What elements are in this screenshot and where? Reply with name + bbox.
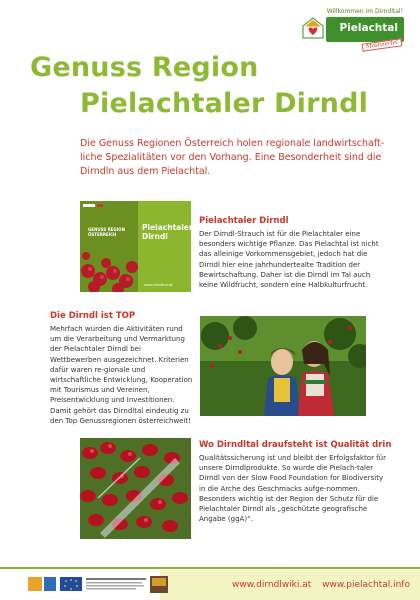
pielachtal-logo[interactable] [302, 17, 404, 51]
intro-paragraph: Die Genuss Regionen Österreich holen regionale landwirtschaft-liche Spezialitäten vor den Vorhang. Eine Besonderheit sind die Dirndln aus dem Pielachtal. [80, 138, 385, 177]
page-title-line-1: Genuss Region [30, 52, 259, 83]
page-title-line-2: Pielachtaler Dirndl [80, 88, 369, 119]
women-in-dirndl-photo [200, 316, 366, 416]
section-body-top: Mehrfach wurden die Aktivitäten rund um die Verarbeitung und Vermarktung der Pielachtaler Dirndl bei Wettbewerben ausgezeichnet. Kriterien dafür waren re-gionale und wirtschaftliche Entwicklung, Kooperation mit Tourismus und Vereinen, Preisentwicklung und Investitionen. Damit gehört das Dirndltal eindeutig zu den Top Genussregionen österreichweit! [50, 325, 193, 425]
section-heading-top: Die Dirndl ist TOP [50, 311, 136, 321]
dirndl-berries-photo [80, 438, 191, 539]
section-heading-quality: Wo Dirndltal draufsteht ist Qualität drin [199, 440, 392, 450]
logo-name: Pielachtal [339, 22, 398, 34]
poster-label-top: GENUSS REGION ÖSTERREICH [88, 227, 125, 237]
section-heading-dirndl: Pielachtaler Dirndl [199, 216, 289, 226]
footer-divider [0, 567, 420, 569]
logo-subtitle: Mostviertel [362, 38, 403, 51]
section-body-quality: Qualitätssicherung ist und bleibt der Erfolgsfaktor für unsere Dirndlprodukte. So wurde die Pielach-taler Dirndl von der Slow Food Foundation for Biodiversity in die Arche des Geschmacks aufge-nommen. Besonders wichtig ist der Region der Schutz für die Pielachtaler Dirndl als „geschützte geografische Angabe (ggA)“. [199, 454, 386, 524]
dirndl-poster-image [80, 201, 191, 292]
sponsor-logos [28, 575, 178, 595]
house-heart-icon [302, 17, 324, 39]
footer-links [232, 580, 418, 590]
poster-label-main: Pielachtaler Dirndl [142, 223, 193, 241]
poster-label-url: www.dirndltal.at [144, 283, 173, 287]
footer-link-dirndlwiki[interactable]: www.dirndlwiki.at [232, 580, 312, 590]
logo-tagline: Willkommen im Dirndltal! [326, 8, 403, 15]
footer-link-pielachtal[interactable]: www.pielachtal.info [322, 580, 410, 590]
section-body-dirndl: Der Dirndl-Strauch ist für die Pielachtaler eine besonders wichtige Pflanze. Das Pielachtal ist nicht das alleinige Vorkommensgebiet, jedoch hat die Dirndl hier eine jahrhundertealte Tradition der Bewirtschaftung. Daher ist die Dirndl im Tal auch keine Wildfrucht, sondern eine Halbkulturfrucht. [199, 230, 379, 290]
